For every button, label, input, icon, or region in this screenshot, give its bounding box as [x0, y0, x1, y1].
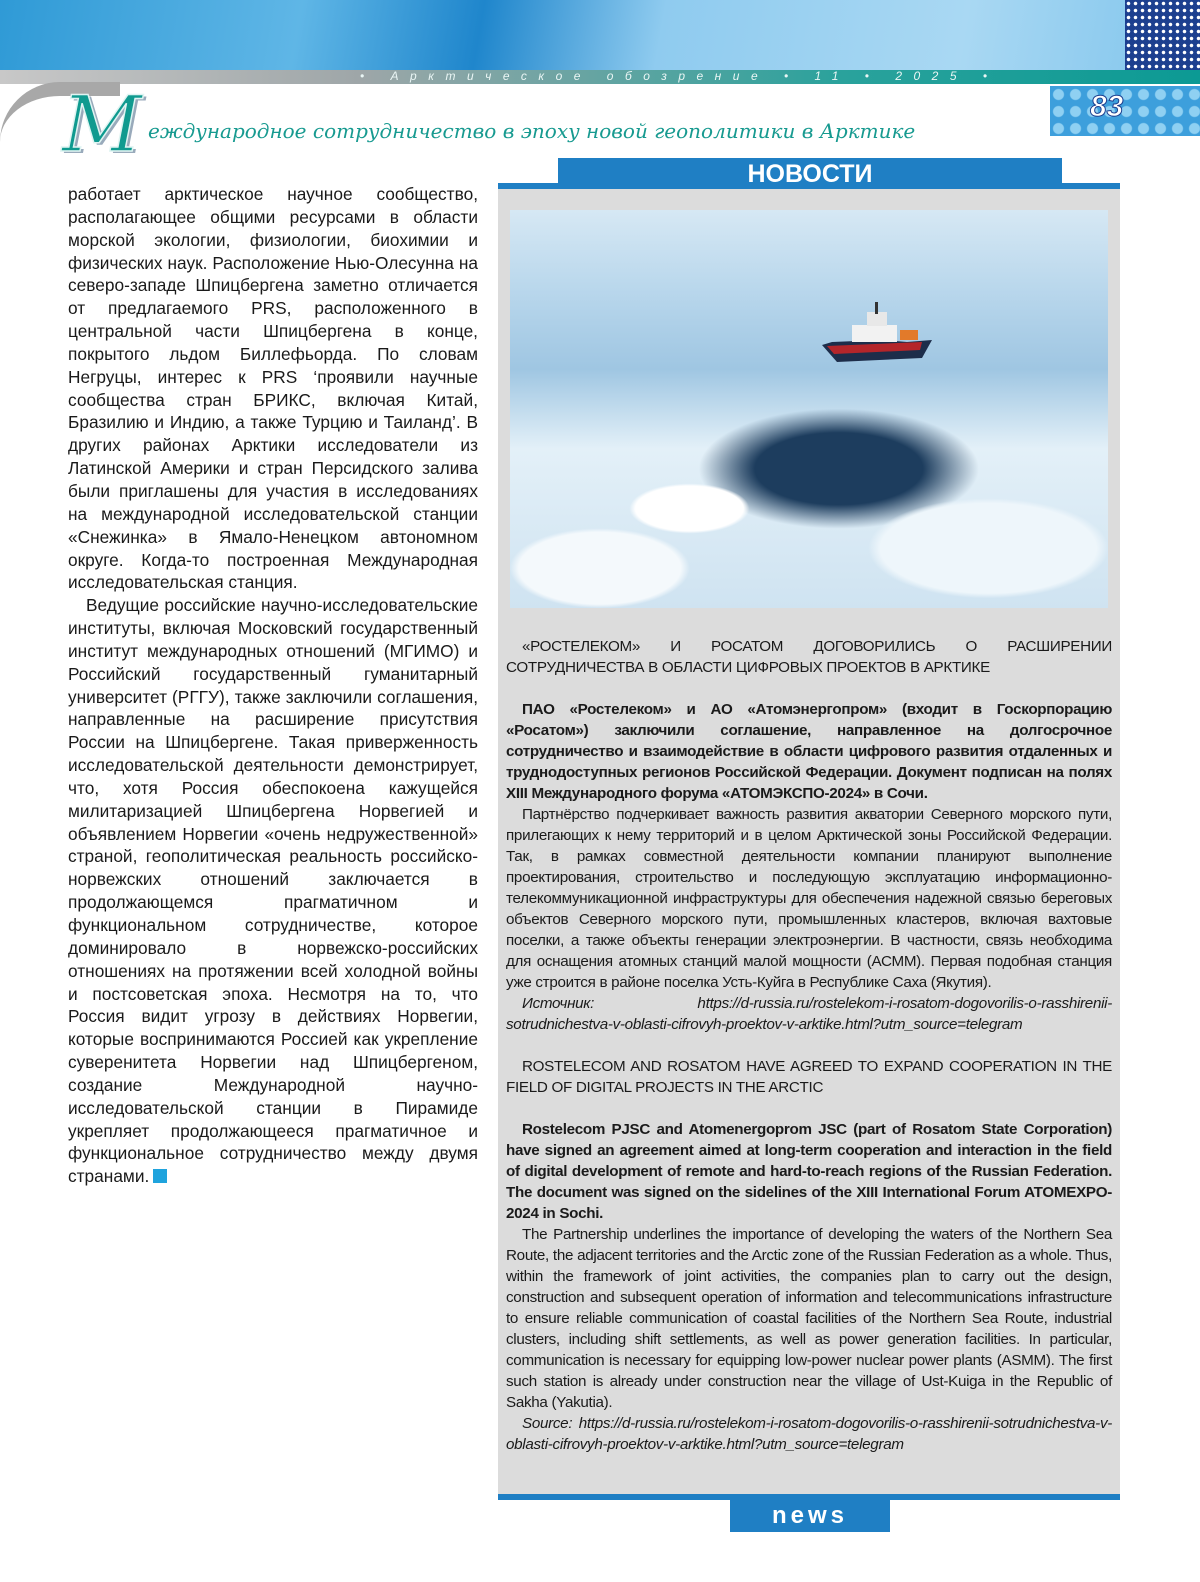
- page-number: 83: [1090, 90, 1124, 123]
- article-column: [68, 183, 478, 1188]
- page-number-box: [1050, 86, 1200, 136]
- news-body-en: The Partnership underlines the importance of developing the waters of the Northern Sea Route, the adjacent territories and the Arctic zone of the Russian Federation as a whole. Thus, within the framework of joint activities, the companies plan to carry out the design, construction and subsequent operation of information and telecommunications infrastructure to ensure reliable communication of coastal facilities of the Northern Sea Route, industrial clusters, including shift settlements, as well as power generation facilities. In particular, communication is necessary for equipping low-power nuclear power plants (ASMM). The first such station is already under construction near the village of Ust-Kuiga in the Republic of Sakha (Yakutia).: [506, 1226, 1112, 1411]
- article-paragraph: [68, 594, 478, 1188]
- news-lead-en: Rostelecom PJSC and Atomenergoprom JSC (part of Rosatom State Corporation) have signed an agreement aimed at long-term cooperation and interaction in the field of digital development of remote and hard-to-reach regions of the Russian Federation. The document was signed on the sidelines of the XIII International Forum ATOMEXPO-2024 in Sochi.: [506, 1121, 1112, 1222]
- news-header: НОВОСТИ: [558, 158, 1062, 188]
- news-body-ru: Партнёрство подчеркивает важность развития акватории Северного морского пути, прилегающих к нему территорий и в целом Арктической зоны Российской Федерации. Так, в рамках совместной деятельности компании планируют выполнение проектирования, строительство и последующую эксплуатацию информационно-телекоммуникационной инфраструктуры для обеспечения надежной связью береговых объектов Северного морского пути, промышленных кластеров, включая вахтовые поселки, а также объекты генерации электроэнергии. В частности, связь необходима для оснащения атомных станций малой мощности (АСММ). Первая подобная станция уже строится в районе поселка Усть-Куйга в Республике Саха (Якутия).: [506, 806, 1112, 991]
- magazine-issue-line: • Арктическое обозрение • 11 • 2025 •: [360, 69, 999, 83]
- news-lead-ru: ПАО «Ростелеком» и АО «Атомэнергопром» (входит в Госкорпорацию «Росатом») заключили соглашение, направленное на долгосрочное сотрудничество и взаимодействие в области цифрового развития отдаленных и труднодоступных регионов Российской Федерации. Документ подписан на полях XIII Международного форума «АТОМЭКСПО-2024» в Сочи.: [506, 701, 1112, 802]
- section-title-initial: М: [62, 80, 142, 170]
- news-headline-ru: «РОСТЕЛЕКОМ» И РОСАТОМ ДОГОВОРИЛИСЬ О РАСШИРЕНИИ СОТРУДНИЧЕСТВА В ОБЛАСТИ ЦИФРОВЫХ ПРОЕКТОВ В АРКТИКЕ: [506, 638, 1112, 676]
- icebreaker-photo: [510, 210, 1108, 608]
- news-headline-en: ROSTELECOM AND ROSATOM HAVE AGREED TO EXPAND COOPERATION IN THE FIELD OF DIGITAL PROJECTS IN THE ARCTIC: [506, 1058, 1112, 1096]
- header-banner: [0, 0, 1200, 70]
- decorative-dots: [1125, 0, 1200, 70]
- article-paragraph: работает арктическое научное сообщество, располагающее общими ресурсами в области морской экологии, физиологии, биохимии и физических наук. Расположение Нью-Олесунна на северо-западе Шпицбергена заметно отличается от предлагаемого PRS, расположенного в центральной части Шпицбергена в конце, покрытого льдом Биллефьорда. По словам Негруцы, интерес к PRS ‘проявили научные сообщества стран БРИКС, включая Китай, Бразилию и Индию, а также Турцию и Таиланд’. В других районах Арктики исследователи из Латинской Америки и стран Персидского залива были приглашены для участия в исследованиях на международной исследовательской станции «Снежинка» в Ямало-Ненецком автономном округе. Когда-то построенная Международная исследовательская станция.: [68, 184, 478, 593]
- section-title: еждународное сотрудничество в эпоху новой геополитики в Арктике: [148, 119, 916, 143]
- news-source-en[interactable]: Source: https://d-russia.ru/rostelekom-i-rosatom-dogovorilis-o-rasshirenii-sotrudnichestva-v-oblasti-cifrovyh-proektov-v-arktike.html?utm_source=telegram: [506, 1415, 1112, 1453]
- news-footer-label: news: [730, 1500, 890, 1532]
- article-paragraph-text: Ведущие российские научно-исследовательские институты, включая Московский государственный институт международных отношений (МГИМО) и Российский государственный гуманитарный университет (РГГУ), также заключили соглашения, направленные на расширение присутствия России на Шпицбергене. Такая приверженность исследовательской деятельности демонстрирует, что, хотя Россия обеспокоена кажущейся милитаризацией Шпицбергена Норвегией и объявлением Норвегии «очень недружественной» страной, геополитическая реальность российско-норвежских отношений заключается в продолжающемся прагматичном и функциональном сотрудничестве, которое доминировало в норвежско-российских отношениях на протяжении всей холодной войны и постсоветская эпоха. Несмотря на то, что Россия видит угрозу в действиях Норвегии, которые воспринимаются Россией как укрепление суверенитета Норвегии над Шпицбергеном, создание Международной научно-исследовательской станции в Пирамиде укрепляет продолжающееся прагматичное и функциональное сотрудничество между двумя странами.: [68, 595, 478, 1187]
- news-text: [506, 636, 1112, 1455]
- end-mark-icon: [153, 1169, 167, 1183]
- news-source-ru[interactable]: Источник: https://d-russia.ru/rostelekom-i-rosatom-dogovorilis-o-rasshirenii-sotrudnichestva-v-oblasti-cifrovyh-proektov-v-arktike.html?utm_source=telegram: [506, 995, 1112, 1033]
- icebreaker-ship-icon: [822, 300, 932, 370]
